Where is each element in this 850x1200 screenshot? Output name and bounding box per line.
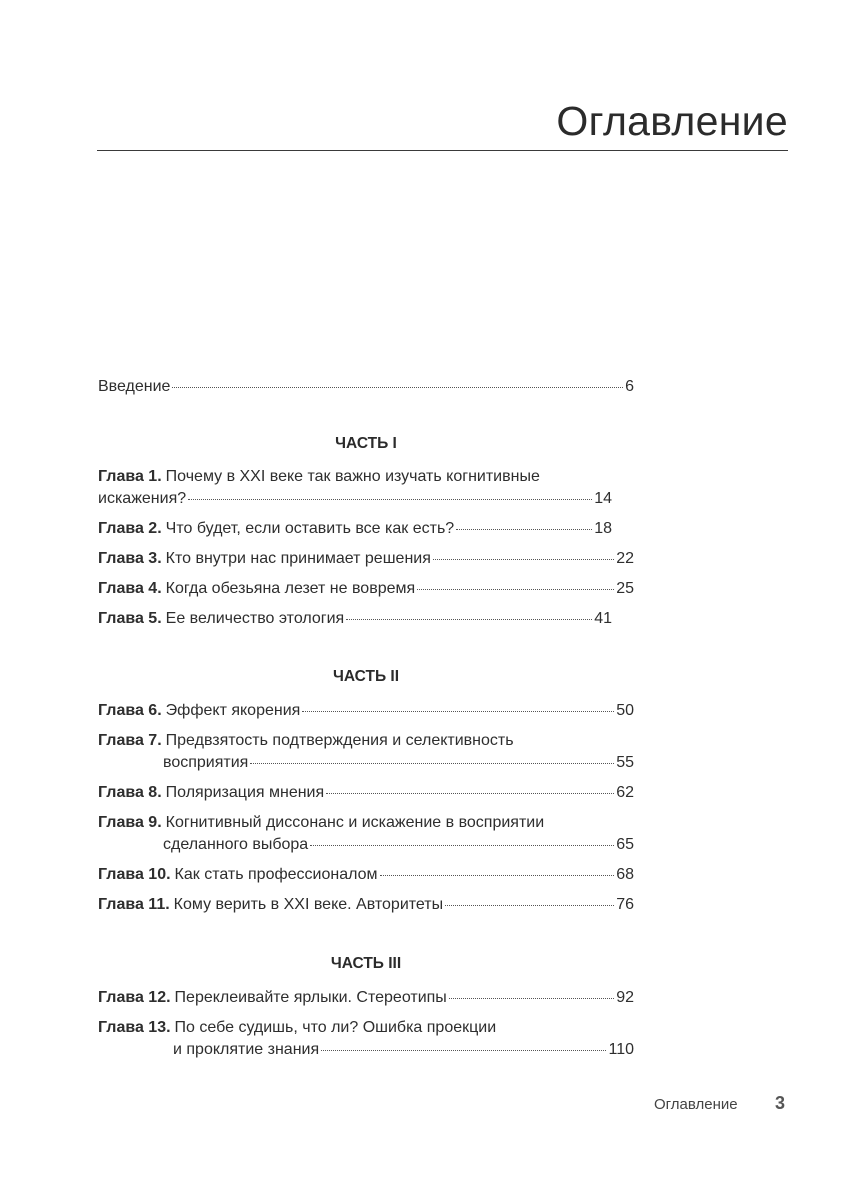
- dot-leader: [326, 793, 614, 794]
- entry-page: 18: [594, 520, 612, 537]
- dot-leader: [346, 619, 592, 620]
- entry-title: По себе судишь, что ли? Ошибка проекции: [174, 1019, 497, 1036]
- entry-title: Переклеивайте ярлыки. Стереотипы: [174, 989, 447, 1006]
- dot-leader: [433, 559, 614, 560]
- toc-entry-chapter-10[interactable]: [98, 864, 634, 886]
- toc-entry-chapter-7[interactable]: [98, 730, 634, 774]
- entry-page: 76: [616, 896, 634, 913]
- entry-title-continued: восприятия: [163, 754, 249, 771]
- dot-leader: [310, 845, 614, 846]
- toc-entry-chapter-3[interactable]: [98, 548, 634, 570]
- entry-title-continued: и проклятие знания: [173, 1041, 320, 1058]
- chapter-number: Глава 8.: [98, 784, 162, 801]
- entry-title: Предвзятость подтверждения и селективность: [165, 732, 514, 749]
- toc-entry-chapter-12[interactable]: [98, 987, 634, 1009]
- table-of-contents: [98, 376, 634, 1061]
- entry-title: Как стать профессионалом: [174, 866, 378, 883]
- entry-title: Введение: [98, 378, 171, 395]
- toc-entry-chapter-11[interactable]: [98, 894, 634, 916]
- chapter-number: Глава 12.: [98, 989, 171, 1006]
- entry-page: 22: [616, 550, 634, 567]
- chapter-number: Глава 7.: [98, 732, 162, 749]
- page-number: 3: [775, 1093, 786, 1113]
- dot-leader: [456, 529, 592, 530]
- toc-entry-chapter-1[interactable]: [98, 466, 634, 510]
- entry-page: 62: [616, 784, 634, 801]
- part-heading: ЧАСТЬ I: [335, 435, 397, 452]
- chapter-number: Глава 2.: [98, 520, 162, 537]
- chapter-number: Глава 13.: [98, 1019, 171, 1036]
- dot-leader: [449, 998, 614, 999]
- toc-entry-chapter-6[interactable]: [98, 700, 634, 722]
- entry-page: 92: [616, 989, 634, 1006]
- dot-leader: [302, 711, 614, 712]
- dot-leader: [380, 875, 615, 876]
- chapter-number: Глава 9.: [98, 814, 162, 831]
- chapter-number: Глава 6.: [98, 702, 162, 719]
- dot-leader: [417, 589, 614, 590]
- entry-title: Поляризация мнения: [165, 784, 325, 801]
- dot-leader: [321, 1050, 606, 1051]
- chapter-number: Глава 10.: [98, 866, 171, 883]
- entry-page: 68: [616, 866, 634, 883]
- dot-leader: [250, 763, 614, 764]
- entry-title: Кому верить в XXI веке. Авторитеты: [173, 896, 444, 913]
- entry-title-continued: сделанного выбора: [163, 836, 309, 853]
- dot-leader: [172, 387, 623, 388]
- entry-page: 110: [608, 1041, 634, 1058]
- entry-page: 55: [616, 754, 634, 771]
- toc-entry-chapter-4[interactable]: [98, 578, 634, 600]
- entry-title: Что будет, если оставить все как есть?: [165, 520, 455, 537]
- chapter-number: Глава 4.: [98, 580, 162, 597]
- dot-leader: [188, 499, 592, 500]
- entry-title: Ее величество этология: [165, 610, 345, 627]
- entry-title-continued: искажения?: [98, 490, 187, 507]
- toc-entry-chapter-5[interactable]: [98, 608, 634, 630]
- entry-title: Когнитивный диссонанс и искажение в восприятии: [165, 814, 545, 831]
- entry-title: Эффект якорения: [165, 702, 301, 719]
- page-title: Оглавление: [556, 98, 788, 144]
- toc-entry-chapter-8[interactable]: [98, 782, 634, 804]
- chapter-number: Глава 5.: [98, 610, 162, 627]
- entry-page: 50: [616, 702, 634, 719]
- part-heading: ЧАСТЬ II: [332, 668, 400, 685]
- entry-page: 65: [616, 836, 634, 853]
- entry-title: Кто внутри нас принимает решения: [165, 550, 431, 567]
- title-rule: [97, 150, 788, 151]
- chapter-number: Глава 11.: [98, 896, 170, 913]
- part-heading: ЧАСТЬ III: [330, 955, 402, 972]
- entry-title: Когда обезьяна лезет не вовремя: [165, 580, 416, 597]
- entry-page: 41: [594, 610, 612, 627]
- toc-entry-chapter-9[interactable]: [98, 812, 634, 856]
- chapter-number: Глава 3.: [98, 550, 162, 567]
- entry-title: Почему в XXI веке так важно изучать когнитивные: [165, 468, 540, 485]
- toc-entry-intro[interactable]: [98, 376, 634, 398]
- running-footer-label: Оглавление: [654, 1096, 738, 1113]
- entry-page: 14: [594, 490, 612, 507]
- entry-page: 6: [625, 378, 634, 395]
- entry-page: 25: [616, 580, 634, 597]
- toc-entry-chapter-13[interactable]: [98, 1017, 634, 1061]
- dot-leader: [445, 905, 614, 906]
- chapter-number: Глава 1.: [98, 468, 162, 485]
- toc-entry-chapter-2[interactable]: [98, 518, 634, 540]
